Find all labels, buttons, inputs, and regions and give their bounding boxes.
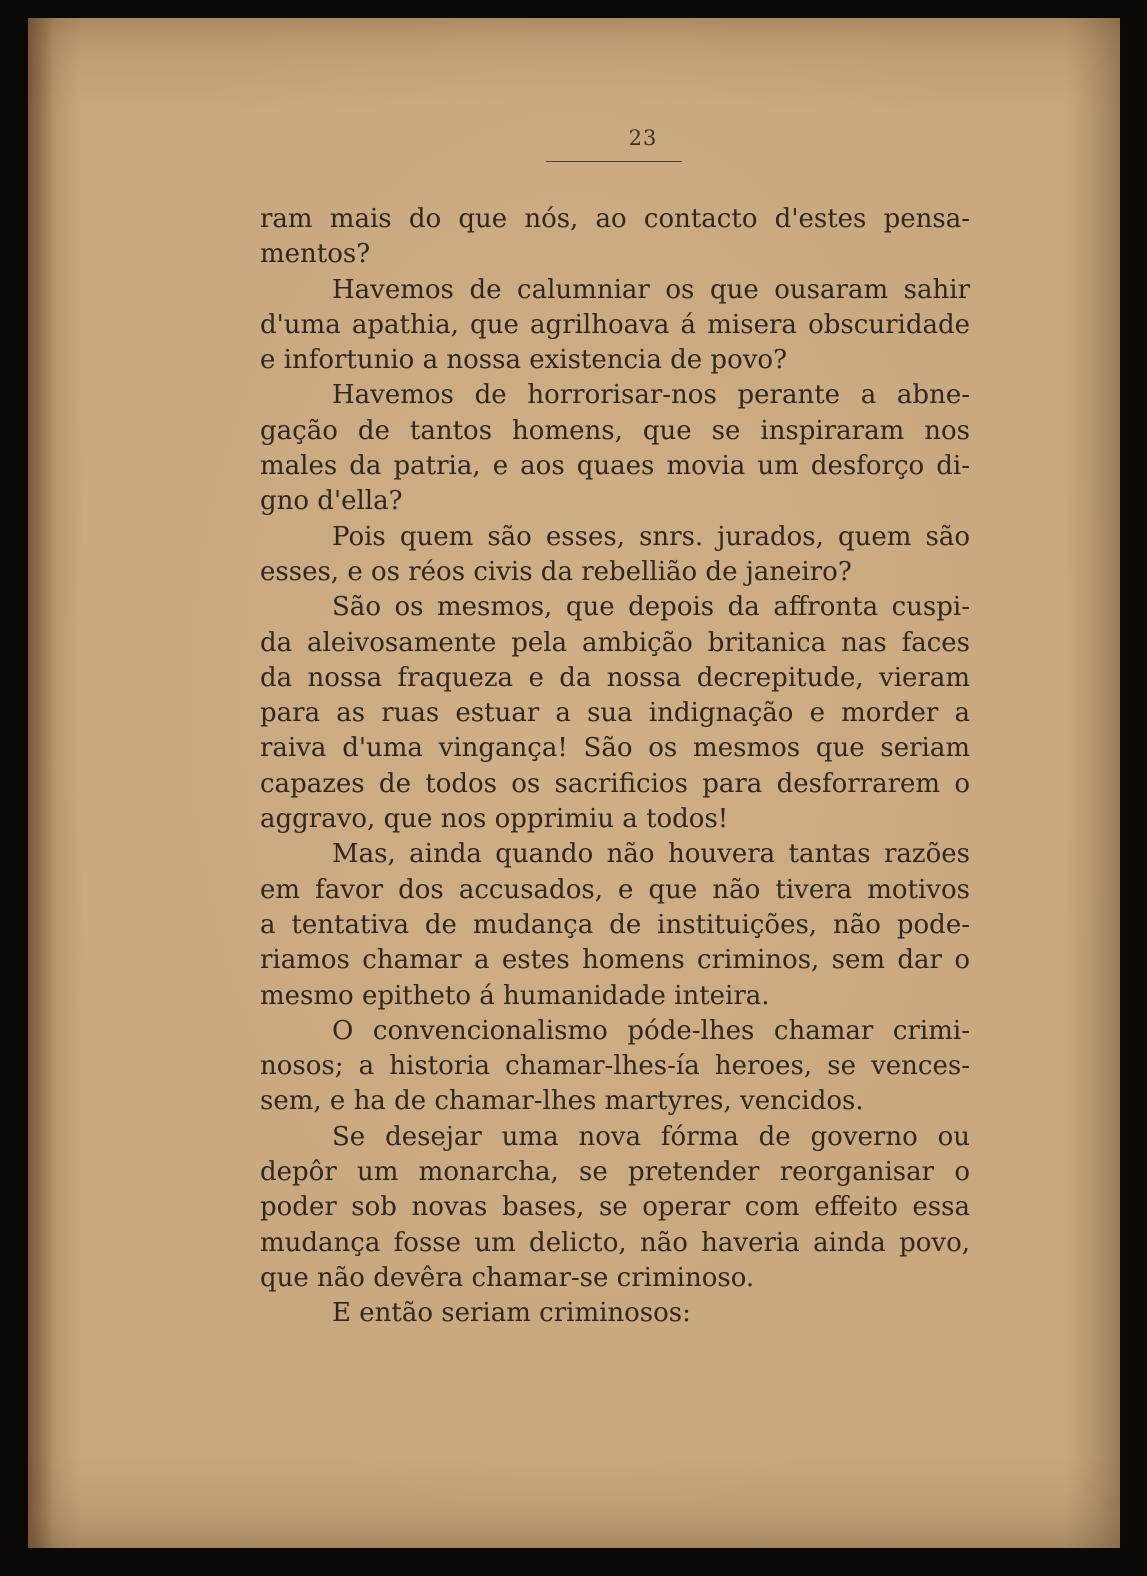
body-text [260,202,970,1332]
text-line: Havemos de horrorisar-nos perante a abne- [332,380,970,411]
text-line: males da patria, e aos quaes movia um desforço di- [260,451,970,482]
text-line: depôr um monarcha, se pretender reorganisar o [260,1157,970,1188]
text-line: em favor dos accusados, e que não tivera motivos [260,874,970,905]
text-line: Pois quem são esses, snrs. jurados, quem são [332,521,970,552]
text-line: nosos; a historia chamar-lhes-ía heroes, se vences- [260,1051,970,1082]
text-line: mentos? [260,239,371,270]
text-line: Mas, ainda quando não houvera tantas razões [332,839,970,870]
text-line: poder sob novas bases, se operar com effeito essa [260,1192,970,1223]
book-page [28,18,1120,1548]
text-line: Havemos de calumniar os que ousaram sahir [332,274,970,305]
text-line: mesmo epitheto á humanidade inteira. [260,980,770,1011]
text-line: esses, e os réos civis da rebellião de janeiro? [260,556,852,587]
text-line: para as ruas estuar a sua indignação e morder a [260,698,970,729]
text-line: raiva d'uma vingança! São os mesmos que seriam [260,733,970,764]
page-number-rule [546,161,682,162]
text-line: da aleivosamente pela ambição britanica nas faces [260,627,970,658]
text-line: a tentativa de mudança de instituições, não pode- [260,909,970,940]
text-line: d'uma apathia, que agrilhoava á misera obscuridade [260,309,970,340]
text-line: e infortunio a nossa existencia de povo? [260,345,788,376]
text-line: ram mais do que nós, ao contacto d'estes pensa- [260,204,970,234]
text-line: São os mesmos, que depois da affronta cuspi- [332,592,970,623]
text-line: sem, e ha de chamar-lhes martyres, vencidos. [260,1086,864,1117]
text-line: aggravo, que nos opprimiu a todos! [260,804,729,835]
text-line: riamos chamar a estes homens criminos, sem dar o [260,945,970,976]
text-line: O convencionalismo póde-lhes chamar crimi- [332,1015,970,1046]
text-line: da nossa fraqueza e da nossa decrepitude, vieram [260,662,970,693]
page-spine-shadow [28,18,54,1548]
text-line: E então seriam criminosos: [332,1298,691,1329]
page-number: 23 [628,126,658,150]
text-line: mudança fosse um delicto, não haveria ainda povo, [260,1227,970,1258]
text-line: que não devêra chamar-se criminoso. [260,1262,755,1293]
text-line: capazes de todos os sacrificios para desforrarem o [260,768,970,799]
text-line: gno d'ella? [260,486,403,517]
text-line: Se desejar uma nova fórma de governo ou [332,1121,970,1152]
text-line: gação de tantos homens, que se inspiraram nos [260,415,970,446]
